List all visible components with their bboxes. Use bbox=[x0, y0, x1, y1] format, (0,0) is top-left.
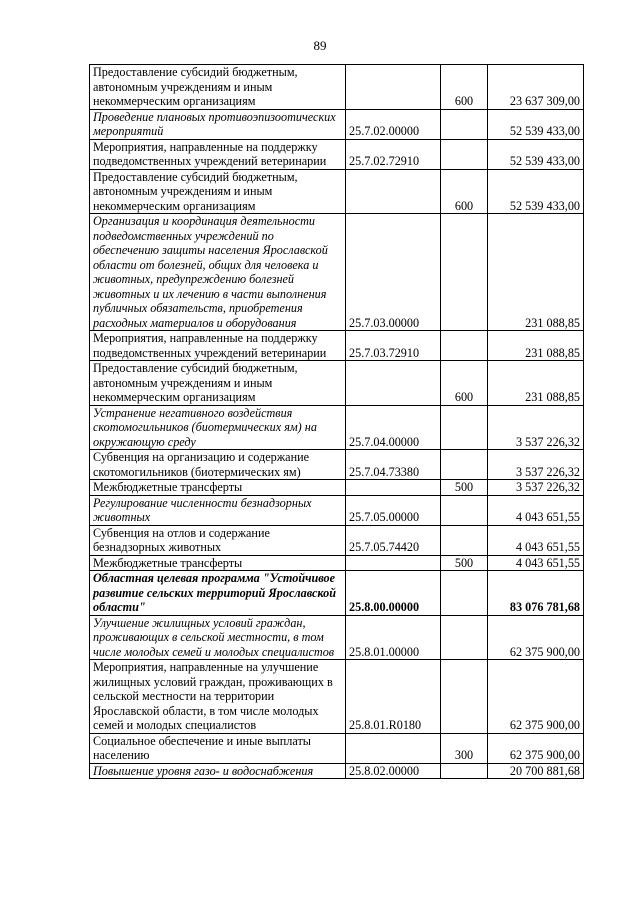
table-row bbox=[90, 450, 584, 480]
table-row bbox=[90, 405, 584, 450]
row-expense-type bbox=[441, 450, 488, 480]
row-expense-type bbox=[441, 615, 488, 660]
row-code: 25.7.03.00000 bbox=[346, 214, 441, 331]
row-expense-type bbox=[441, 214, 488, 331]
row-name: Устранение негативного воздействия скотомогильников (биотермических ям) на окружающую среду bbox=[90, 405, 346, 450]
row-code: 25.7.04.73380 bbox=[346, 450, 441, 480]
table-row bbox=[90, 733, 584, 763]
row-name: Предоставление субсидий бюджетным, автономным учреждениям и иным некоммерческим организациям bbox=[90, 361, 346, 406]
row-amount: 20 700 881,68 bbox=[488, 763, 584, 779]
row-expense-type bbox=[441, 331, 488, 361]
row-code: 25.8.02.00000 bbox=[346, 763, 441, 779]
table-row bbox=[90, 660, 584, 734]
row-expense-type: 300 bbox=[441, 733, 488, 763]
row-code: 25.7.03.72910 bbox=[346, 331, 441, 361]
row-expense-type: 600 bbox=[441, 169, 488, 214]
row-expense-type bbox=[441, 763, 488, 779]
row-expense-type bbox=[441, 109, 488, 139]
row-code bbox=[346, 733, 441, 763]
row-amount: 52 539 433,00 bbox=[488, 109, 584, 139]
row-expense-type: 600 bbox=[441, 361, 488, 406]
row-expense-type bbox=[441, 139, 488, 169]
row-amount: 62 375 900,00 bbox=[488, 733, 584, 763]
row-expense-type bbox=[441, 525, 488, 555]
page-number: 89 bbox=[313, 38, 327, 53]
row-amount: 4 043 651,55 bbox=[488, 555, 584, 571]
row-amount: 62 375 900,00 bbox=[488, 615, 584, 660]
row-code: 25.7.05.74420 bbox=[346, 525, 441, 555]
row-name: Повышение уровня газо- и водоснабжения bbox=[90, 763, 346, 779]
row-expense-type: 600 bbox=[441, 65, 488, 110]
table-row bbox=[90, 571, 584, 616]
row-amount: 3 537 226,32 bbox=[488, 450, 584, 480]
row-name: Улучшение жилищных условий граждан, проживающих в сельской местности, в том числе молодых семей и молодых специалистов bbox=[90, 615, 346, 660]
row-code bbox=[346, 480, 441, 496]
row-code: 25.8.00.00000 bbox=[346, 571, 441, 616]
table-row bbox=[90, 763, 584, 779]
row-name: Проведение плановых противоэпизоотических мероприятий bbox=[90, 109, 346, 139]
row-name: Субвенция на организацию и содержание скотомогильников (биотермических ям) bbox=[90, 450, 346, 480]
row-code: 25.7.02.72910 bbox=[346, 139, 441, 169]
row-amount: 231 088,85 bbox=[488, 361, 584, 406]
table-row bbox=[90, 361, 584, 406]
row-name: Мероприятия, направленные на поддержку подведомственных учреждений ветеринарии bbox=[90, 331, 346, 361]
row-name: Социальное обеспечение и иные выплаты населению bbox=[90, 733, 346, 763]
row-code bbox=[346, 65, 441, 110]
row-code: 25.8.01.00000 bbox=[346, 615, 441, 660]
row-expense-type: 500 bbox=[441, 555, 488, 571]
row-name: Мероприятия, направленные на улучшение жилищных условий граждан, проживающих в сельской местности на территории Ярославской области, в том числе молодых семей и молодых специалистов bbox=[90, 660, 346, 734]
row-name: Межбюджетные трансферты bbox=[90, 480, 346, 496]
table-row bbox=[90, 495, 584, 525]
row-amount: 3 537 226,32 bbox=[488, 480, 584, 496]
table-row bbox=[90, 615, 584, 660]
row-amount: 52 539 433,00 bbox=[488, 139, 584, 169]
row-name: Предоставление субсидий бюджетным, автономным учреждениям и иным некоммерческим организациям bbox=[90, 65, 346, 110]
row-amount: 23 637 309,00 bbox=[488, 65, 584, 110]
table-row bbox=[90, 169, 584, 214]
table-row bbox=[90, 65, 584, 110]
budget-table bbox=[89, 64, 584, 779]
row-code: 25.7.02.00000 bbox=[346, 109, 441, 139]
row-expense-type bbox=[441, 495, 488, 525]
row-code bbox=[346, 555, 441, 571]
row-expense-type bbox=[441, 571, 488, 616]
row-code bbox=[346, 361, 441, 406]
row-amount: 4 043 651,55 bbox=[488, 525, 584, 555]
row-amount: 231 088,85 bbox=[488, 214, 584, 331]
table-row bbox=[90, 214, 584, 331]
row-amount: 83 076 781,68 bbox=[488, 571, 584, 616]
row-name: Мероприятия, направленные на поддержку подведомственных учреждений ветеринарии bbox=[90, 139, 346, 169]
table-row bbox=[90, 555, 584, 571]
row-name: Межбюджетные трансферты bbox=[90, 555, 346, 571]
row-code bbox=[346, 169, 441, 214]
row-amount: 62 375 900,00 bbox=[488, 660, 584, 734]
row-name: Субвенция на отлов и содержание безнадзорных животных bbox=[90, 525, 346, 555]
row-code: 25.7.04.00000 bbox=[346, 405, 441, 450]
row-expense-type bbox=[441, 660, 488, 734]
table-row bbox=[90, 331, 584, 361]
row-name: Организация и координация деятельности подведомственных учреждений по обеспечению защиты населения Ярославской области от болезней, общих для человека и животных, предупреждению болезней животных и их лечению в части выполнения публичных обязательств, приобретения расходных материалов и оборудования bbox=[90, 214, 346, 331]
row-amount: 231 088,85 bbox=[488, 331, 584, 361]
row-code: 25.8.01.R0180 bbox=[346, 660, 441, 734]
row-name: Предоставление субсидий бюджетным, автономным учреждениям и иным некоммерческим организациям bbox=[90, 169, 346, 214]
row-amount: 52 539 433,00 bbox=[488, 169, 584, 214]
row-name: Областная целевая программа "Устойчивое развитие сельских территорий Ярославской области" bbox=[90, 571, 346, 616]
table-row bbox=[90, 109, 584, 139]
row-expense-type: 500 bbox=[441, 480, 488, 496]
row-name: Регулирование численности безнадзорных животных bbox=[90, 495, 346, 525]
row-expense-type bbox=[441, 405, 488, 450]
table-row bbox=[90, 139, 584, 169]
row-amount: 4 043 651,55 bbox=[488, 495, 584, 525]
row-amount: 3 537 226,32 bbox=[488, 405, 584, 450]
table-row bbox=[90, 525, 584, 555]
row-code: 25.7.05.00000 bbox=[346, 495, 441, 525]
table-row bbox=[90, 480, 584, 496]
